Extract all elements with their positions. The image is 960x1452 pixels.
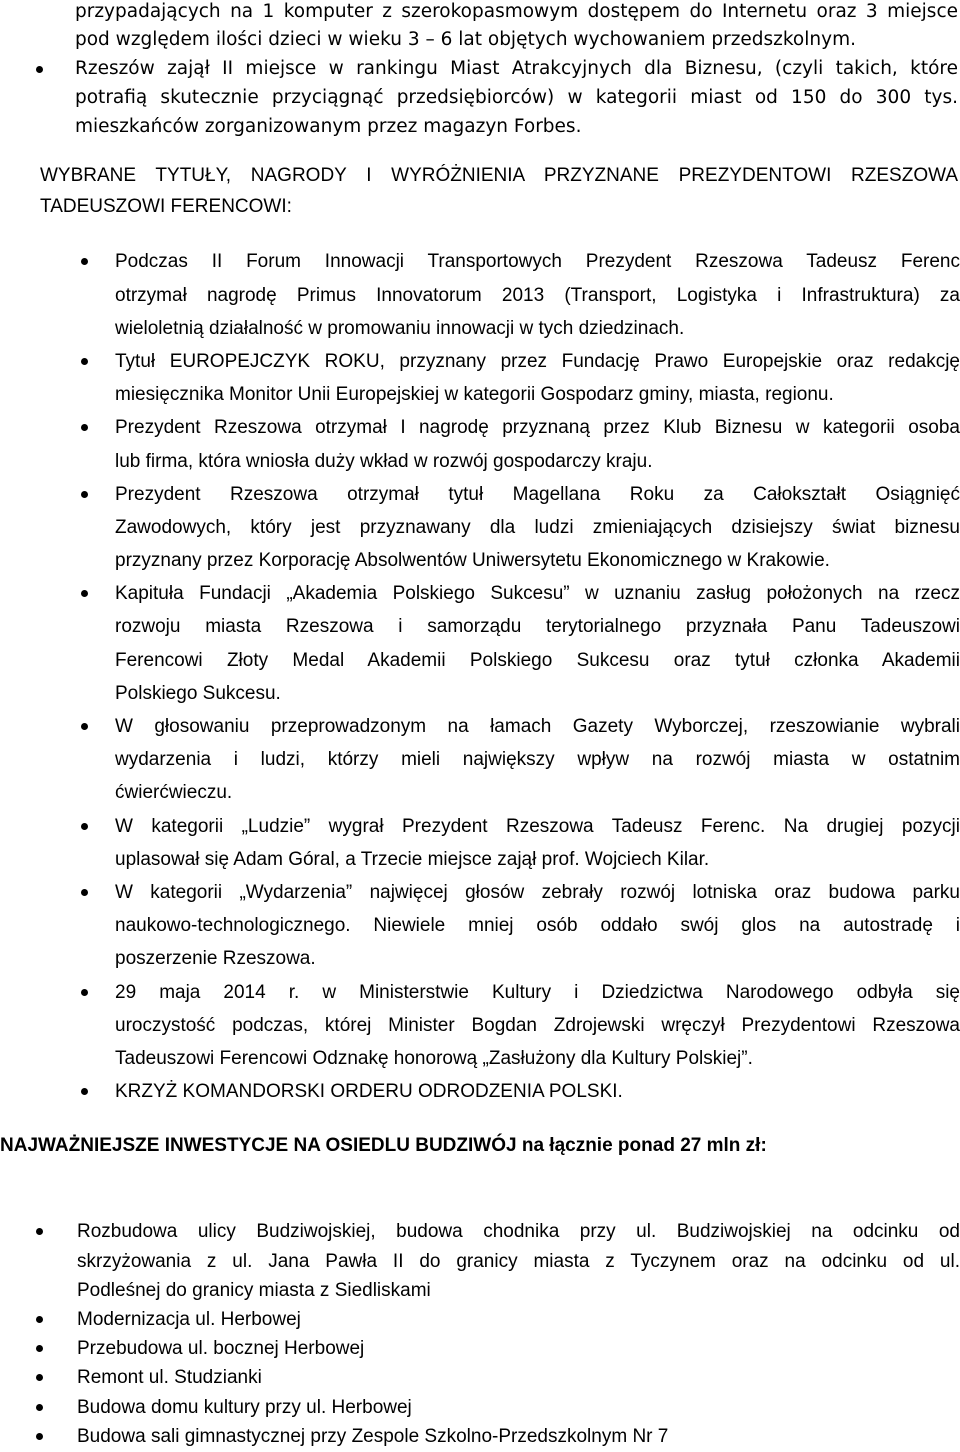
- text-line: Podleśnej do granicy miasta z Siedliskami: [77, 1279, 431, 1301]
- text-line: Przebudowa ul. bocznej Herbowej: [77, 1338, 365, 1360]
- heading-line: TADEUSZOWI FERENCOWI:: [40, 195, 292, 217]
- text-line: uplasował się Adam Góral, a Trzecie miejsce zajął prof. Wojciech Kilar.: [115, 848, 710, 870]
- text-line: otrzymał nagrodę Primus Innovatorum 2013 (Transport, Logistyka i Infrastruktura) za: [115, 284, 960, 306]
- text-line: uroczystość podczas, której Minister Bogdan Zdrojewski wręczył Prezydentowi Rzeszowa: [115, 1014, 960, 1036]
- list-item: [115, 345, 960, 411]
- bullet-icon: [81, 590, 88, 597]
- list-item: [77, 1422, 960, 1451]
- heading-line: WYBRANE TYTUŁY, NAGRODY I WYRÓŻNIENIA PRZYZNANE PREZYDENTOWI RZESZOWA: [40, 164, 958, 186]
- text-line: Kapituła Fundacji „Akademia Polskiego Sukcesu” w uznaniu zasług położonych na rzecz: [115, 583, 960, 605]
- bullet-icon: [81, 358, 88, 365]
- text-line: Remont ul. Studzianki: [77, 1367, 262, 1389]
- bullet-icon: [81, 823, 88, 830]
- list-item: [115, 876, 960, 976]
- list-item: [77, 1217, 960, 1305]
- investments-list: [77, 1217, 960, 1451]
- text-line: rozwoju miasta Rzeszowa i samorządu terytorialnego przyznała Panu Tadeuszowi: [115, 616, 960, 638]
- intro-section: [75, 0, 958, 141]
- list-item: [115, 245, 960, 345]
- text-line: przypadających na 1 komputer z szerokopasmowym dostępem do Internetu oraz 3 miejsce: [75, 0, 958, 22]
- list-item: [75, 55, 958, 141]
- list-item: [115, 1075, 960, 1108]
- text-line: Modernizacja ul. Herbowej: [77, 1308, 301, 1330]
- bullet-icon: [36, 1404, 43, 1411]
- text-line: pod względem ilości dzieci w wieku 3 – 6 lat objętych wychowaniem przedszkolnym.: [75, 29, 856, 51]
- text-line: potrafią skutecznie przyciągnąć przedsiębiorców) w kategorii miast od 150 do 300 tys.: [75, 86, 958, 108]
- list-item: [115, 810, 960, 876]
- list-item: [77, 1334, 960, 1363]
- text-line: ćwierćwieczu.: [115, 782, 233, 804]
- text-line: Polskiego Sukcesu.: [115, 682, 281, 704]
- bullet-icon: [81, 491, 88, 498]
- bullet-icon: [81, 723, 88, 730]
- list-item: [115, 577, 960, 710]
- text-line: W głosowaniu przeprowadzonym na łamach Gazety Wyborczej, rzeszowianie wybrali: [115, 716, 960, 738]
- text-line: Zawodowych, który jest przyznawany dla ludzi zmieniających dzisiejszy świat biznesu: [115, 516, 960, 538]
- bullet-icon: [81, 889, 88, 896]
- list-item: [115, 478, 960, 578]
- bullet-icon: [36, 66, 43, 73]
- text-line: naukowo-technologicznego. Niewiele mniej osób oddało swój glos na autostradę i: [115, 915, 960, 937]
- list-item: [115, 710, 960, 810]
- awards-heading: [40, 160, 958, 222]
- text-line: wieloletnią działalność w promowaniu innowacji w tych dziedzinach.: [115, 317, 685, 339]
- text-line: przyznany przez Korporację Absolwentów Uniwersytetu Ekonomicznego w Krakowie.: [115, 550, 830, 572]
- list-item: [77, 1363, 960, 1392]
- text-line: Tytuł EUROPEJCZYK ROKU, przyznany przez Fundację Prawo Europejskie oraz redakcję: [115, 350, 960, 372]
- list-item: [115, 976, 960, 1076]
- bullet-icon: [81, 1088, 88, 1095]
- text-line: Rzeszów zajął II miejsce w rankingu Miast Atrakcyjnych dla Biznesu, (czyli takich, które: [75, 58, 958, 80]
- text-line: Tadeuszowi Ferencowi Odznakę honorową „Zasłużony dla Kultury Polskiej”.: [115, 1047, 753, 1069]
- bullet-icon: [81, 989, 88, 996]
- bullet-icon: [36, 1374, 43, 1381]
- list-item: [115, 411, 960, 477]
- investments-heading: NAJWAŻNIEJSZE INWESTYCJE NA OSIEDLU BUDZIWÓJ na łącznie ponad 27 mln zł:: [0, 1135, 767, 1156]
- text-line: W kategorii „Ludzie” wygrał Prezydent Rzeszowa Tadeusz Ferenc. Na drugiej pozycji: [115, 815, 960, 837]
- text-line: Podczas II Forum Innowacji Transportowych Prezydent Rzeszowa Tadeusz Ferenc: [115, 251, 960, 273]
- text-line: Budowa domu kultury przy ul. Herbowej: [77, 1396, 412, 1418]
- list-item: [77, 1393, 960, 1422]
- text-line: Ferencowi Złoty Medal Akademii Polskiego Sukcesu oraz tytuł członka Akademii: [115, 649, 960, 671]
- bullet-icon: [36, 1228, 43, 1235]
- text-line: miesięcznika Monitor Unii Europejskiej w kategorii Gospodarz gminy, miasta, regionu.: [115, 384, 834, 406]
- bullet-icon: [81, 424, 88, 431]
- bullet-icon: [81, 258, 88, 265]
- text-line: lub firma, która wniosła duży wkład w rozwój gospodarczy kraju.: [115, 450, 653, 472]
- text-line: KRZYŻ KOMANDORSKI ORDERU ODRODZENIA POLSKI.: [115, 1081, 623, 1103]
- list-item: [77, 1305, 960, 1334]
- text-line: 29 maja 2014 r. w Ministerstwie Kultury i Dziedzictwa Narodowego odbyła się: [115, 981, 960, 1003]
- bullet-icon: [36, 1345, 43, 1352]
- text-line: mieszkańców zorganizowanym przez magazyn Forbes.: [75, 115, 582, 137]
- text-line: W kategorii „Wydarzenia” najwięcej głosów zebrały rozwój lotniska oraz budowa parku: [115, 881, 960, 903]
- bullet-icon: [36, 1433, 43, 1440]
- text-line: Budowa sali gimnastycznej przy Zespole Szkolno-Przedszkolnym Nr 7: [77, 1425, 669, 1447]
- bullet-icon: [36, 1316, 43, 1323]
- text-line: wydarzenia i ludzi, którzy mieli największy wpływ na rozwój miasta w ostatnim: [115, 749, 960, 771]
- text-line: Prezydent Rzeszowa otrzymał tytuł Magellana Roku za Całokształt Osiągnięć: [115, 483, 960, 505]
- text-line: skrzyżowania z ul. Jana Pawła II do granicy miasta z Tyczynem oraz na odcinku od ul.: [77, 1250, 960, 1272]
- text-line: Prezydent Rzeszowa otrzymał I nagrodę przyznaną przez Klub Biznesu w kategorii osoba: [115, 417, 960, 439]
- awards-list: [115, 245, 960, 1108]
- text-line: poszerzenie Rzeszowa.: [115, 948, 316, 970]
- text-line: Rozbudowa ulicy Budziwojskiej, budowa chodnika przy ul. Budziwojskiej na odcinku od: [77, 1221, 960, 1243]
